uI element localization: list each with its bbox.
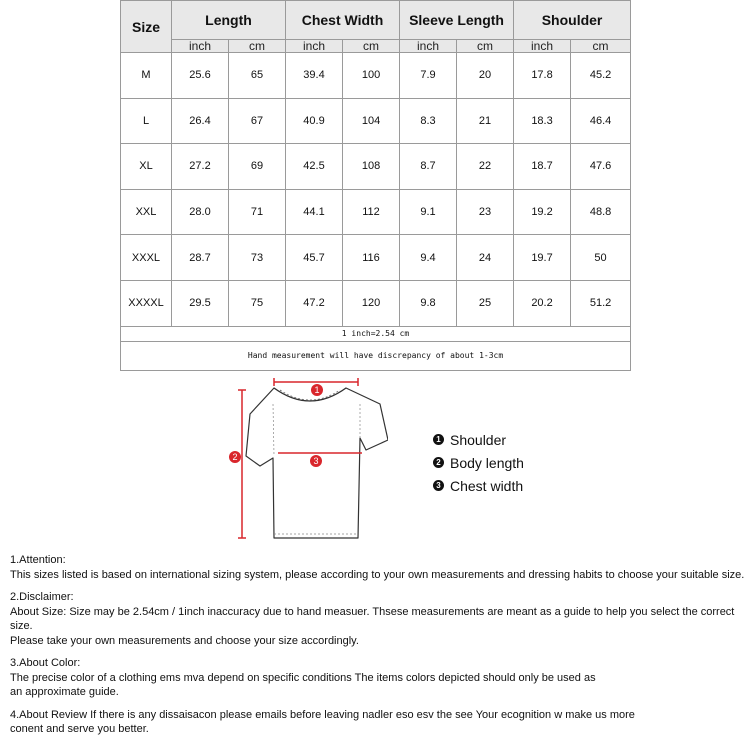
legend-label: Chest width xyxy=(450,477,524,494)
measurement-cell: 75 xyxy=(229,280,286,326)
note-title: 2.Disclaimer: xyxy=(10,591,74,603)
unit-header: cm xyxy=(457,40,514,53)
note-section xyxy=(10,590,745,648)
measurement-cell: 18.3 xyxy=(514,98,571,144)
note-text: conent and serve you better. xyxy=(10,723,149,735)
table-note-row xyxy=(121,326,631,341)
measurement-cell: 9.1 xyxy=(400,189,457,235)
header-sleeve-length: Sleeve Length xyxy=(400,1,514,40)
measurement-cell: 50 xyxy=(571,235,631,281)
unit-header: cm xyxy=(571,40,631,53)
measurement-cell: 69 xyxy=(229,144,286,190)
measurement-cell: 27.2 xyxy=(172,144,229,190)
measurement-cell: 67 xyxy=(229,98,286,144)
measurement-cell: 8.3 xyxy=(400,98,457,144)
size-label-cell: XXXL xyxy=(121,235,172,281)
note-title: 3.About Color: xyxy=(10,657,81,669)
marker-1-icon xyxy=(311,384,323,396)
table-note-row xyxy=(121,341,631,370)
measurement-cell: 25.6 xyxy=(172,53,229,99)
measurement-cell: 48.8 xyxy=(571,189,631,235)
table-row xyxy=(121,235,631,281)
measurement-cell: 100 xyxy=(343,53,400,99)
measurement-cell: 28.0 xyxy=(172,189,229,235)
note-text: Please take your own measurements and choose your size accordingly. xyxy=(10,634,359,647)
measurement-cell: 47.6 xyxy=(571,144,631,190)
unit-header: inch xyxy=(286,40,343,53)
measurement-legend xyxy=(433,428,524,497)
header-length: Length xyxy=(172,1,286,40)
svg-text:3: 3 xyxy=(313,456,319,466)
unit-header: inch xyxy=(172,40,229,53)
measurement-cell: 9.4 xyxy=(400,235,457,281)
svg-text:2: 2 xyxy=(232,452,238,462)
unit-header: cm xyxy=(343,40,400,53)
marker-2-icon xyxy=(229,451,241,463)
header-size: Size xyxy=(121,1,172,53)
legend-label: Body length xyxy=(450,454,524,471)
measurement-cell: 23 xyxy=(457,189,514,235)
measurement-cell: 29.5 xyxy=(172,280,229,326)
measurement-cell: 26.4 xyxy=(172,98,229,144)
size-chart-table xyxy=(120,0,631,371)
size-notes xyxy=(10,553,745,745)
marker-3-icon xyxy=(310,455,322,467)
measurement-cell: 19.7 xyxy=(514,235,571,281)
measurement-cell: 42.5 xyxy=(286,144,343,190)
note-section xyxy=(10,708,745,737)
number-1-icon: 1 xyxy=(433,434,444,445)
measurement-cell: 24 xyxy=(457,235,514,281)
number-2-icon: 2 xyxy=(433,457,444,468)
inch-conversion-note: 1 inch=2.54 cm xyxy=(121,326,631,341)
svg-text:1: 1 xyxy=(314,385,320,395)
number-3-icon: 3 xyxy=(433,480,444,491)
measurement-cell: 21 xyxy=(457,98,514,144)
measurement-cell: 45.2 xyxy=(571,53,631,99)
measurement-cell: 47.2 xyxy=(286,280,343,326)
measurement-cell: 17.8 xyxy=(514,53,571,99)
size-label-cell: M xyxy=(121,53,172,99)
size-label-cell: XL xyxy=(121,144,172,190)
unit-header: inch xyxy=(400,40,457,53)
measurement-cell: 112 xyxy=(343,189,400,235)
note-text: About Size: Size may be 2.54cm / 1inch inaccuracy due to hand measuer. Thsese measurements are meant as a guide to help you select the correct size. xyxy=(10,605,735,632)
measurement-cell: 108 xyxy=(343,144,400,190)
note-text: 4.About Review If there is any dissaisacon please emails before leaving nadler eso esv the see Your ecognition w make us more xyxy=(10,708,635,721)
measurement-cell: 73 xyxy=(229,235,286,281)
table-row xyxy=(121,280,631,326)
legend-label: Shoulder xyxy=(450,431,507,448)
measurement-cell: 46.4 xyxy=(571,98,631,144)
measurement-cell: 116 xyxy=(343,235,400,281)
table-row xyxy=(121,144,631,190)
table-header-row xyxy=(121,1,631,40)
measurement-cell: 104 xyxy=(343,98,400,144)
measurement-discrepancy-note: Hand measurement will have discrepancy of about 1-3cm xyxy=(121,341,631,370)
measurement-cell: 65 xyxy=(229,53,286,99)
note-title: 1.Attention: xyxy=(10,554,66,566)
note-text: an approximate guide. xyxy=(10,686,119,698)
measurement-cell: 71 xyxy=(229,189,286,235)
size-label-cell: XXXXL xyxy=(121,280,172,326)
measurement-cell: 28.7 xyxy=(172,235,229,281)
table-unit-row xyxy=(121,40,631,53)
table-row xyxy=(121,189,631,235)
measurement-cell: 20.2 xyxy=(514,280,571,326)
tshirt-measurement-diagram xyxy=(228,378,388,543)
measurement-cell: 18.7 xyxy=(514,144,571,190)
measurement-cell: 9.8 xyxy=(400,280,457,326)
measurement-cell: 44.1 xyxy=(286,189,343,235)
measurement-cell: 20 xyxy=(457,53,514,99)
header-shoulder: Shoulder xyxy=(514,1,631,40)
measurement-cell: 120 xyxy=(343,280,400,326)
measurement-cell: 19.2 xyxy=(514,189,571,235)
size-label-cell: XXL xyxy=(121,189,172,235)
measurement-cell: 8.7 xyxy=(400,144,457,190)
measurement-cell: 39.4 xyxy=(286,53,343,99)
note-section xyxy=(10,656,745,700)
measurement-cell: 25 xyxy=(457,280,514,326)
legend-item-body-length xyxy=(433,451,524,474)
size-label-cell: L xyxy=(121,98,172,144)
measurement-cell: 51.2 xyxy=(571,280,631,326)
measurement-cell: 22 xyxy=(457,144,514,190)
table-body xyxy=(121,53,631,327)
measurement-cell: 40.9 xyxy=(286,98,343,144)
note-section xyxy=(10,553,745,582)
table-row xyxy=(121,53,631,99)
note-text: The precise color of a clothing ems mva depend on specific conditions The items colors depicted should only be used as xyxy=(10,671,596,684)
measurement-cell: 7.9 xyxy=(400,53,457,99)
note-text: This sizes listed is based on international sizing system, please according to your own measurements and dressing habits to choose your suitable size. xyxy=(10,568,745,581)
unit-header: inch xyxy=(514,40,571,53)
legend-item-shoulder xyxy=(433,428,524,451)
measurement-cell: 45.7 xyxy=(286,235,343,281)
table-row xyxy=(121,98,631,144)
header-chest-width: Chest Width xyxy=(286,1,400,40)
body-length-measure-line xyxy=(238,390,246,538)
unit-header: cm xyxy=(229,40,286,53)
legend-item-chest-width xyxy=(433,474,524,497)
